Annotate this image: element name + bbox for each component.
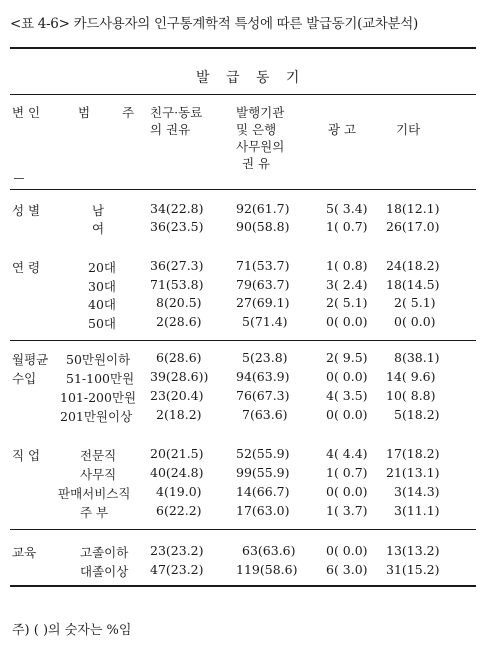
- header-col2-line: 권 유: [242, 156, 271, 171]
- group-label-education: 교육: [12, 545, 37, 560]
- table-row: [0, 484, 488, 502]
- row-category: 고졸이하: [80, 545, 129, 560]
- header-col2-line: 사무원의: [236, 139, 285, 154]
- row-category: 50대: [88, 316, 116, 331]
- cell-other: 18(12.1): [386, 201, 440, 216]
- cell-ad: 0( 0.0): [326, 484, 368, 499]
- table-row: [0, 277, 488, 295]
- header-col4: 기타: [396, 122, 421, 137]
- cell-bank: 17(63.0): [236, 503, 290, 518]
- header-col1: [150, 104, 202, 138]
- header-bottom-rule: [10, 189, 476, 190]
- header-col1-line: 의 권유: [150, 122, 191, 137]
- row-category: 101-200만원: [60, 390, 137, 405]
- table-note: 주) ( )의 숫자는 %임: [12, 623, 132, 638]
- cell-other: 8(38.1): [394, 350, 440, 365]
- cell-friend: 36(27.3): [150, 258, 204, 273]
- cell-ad: 3( 2.4): [326, 277, 368, 292]
- header-category: 범 주: [78, 105, 149, 120]
- cell-bank: 5(23.8): [242, 350, 288, 365]
- cell-ad: 2( 9.5): [326, 350, 368, 365]
- cell-friend: 40(24.8): [150, 465, 204, 480]
- cell-ad: 2( 5.1): [326, 295, 368, 310]
- cell-friend: 20(21.5): [150, 446, 204, 461]
- group-label-age: 연 령: [12, 260, 41, 275]
- cell-bank: 119(58.6): [236, 562, 298, 577]
- cell-friend: 6(28.6): [156, 350, 202, 365]
- row-category: 20대: [88, 260, 116, 275]
- section-rule: [10, 340, 476, 341]
- cell-bank: 79(63.7): [236, 277, 290, 292]
- cell-other: 13(13.2): [386, 543, 440, 558]
- cell-other: 3(11.1): [394, 503, 440, 518]
- table-row: [0, 295, 488, 313]
- cell-bank: 7(63.6): [242, 407, 288, 422]
- cell-friend: 23(20.4): [150, 388, 204, 403]
- cell-friend: 8(20.5): [156, 295, 202, 310]
- table-row: [0, 465, 488, 483]
- table-row: [0, 201, 488, 219]
- table-row: [0, 369, 488, 387]
- cell-bank: 76(67.3): [236, 388, 290, 403]
- cell-other: 2( 5.1): [394, 295, 436, 310]
- top-rule: [10, 47, 476, 49]
- table-row: [0, 314, 488, 332]
- row-category: 201만원이상: [60, 409, 133, 424]
- header-col2-line: 및 은행: [236, 122, 277, 137]
- header-col3: 광 고: [328, 122, 357, 137]
- cell-other: 31(15.2): [386, 562, 440, 577]
- cell-bank: 71(53.7): [236, 258, 290, 273]
- table-row: [0, 503, 488, 521]
- cell-friend: 39(28.6)): [150, 369, 209, 384]
- table-row: [0, 562, 488, 580]
- header-variable: 변 인: [12, 105, 41, 120]
- cell-friend: 36(23.5): [150, 219, 204, 234]
- cell-other: 10( 8.8): [386, 388, 436, 403]
- cell-ad: 1( 0.7): [326, 465, 368, 480]
- cell-other: 24(18.2): [386, 258, 440, 273]
- row-category: 30대: [88, 279, 116, 294]
- header-col2: [236, 104, 284, 172]
- table-row: [0, 350, 488, 368]
- cell-friend: 71(53.8): [150, 277, 204, 292]
- cell-friend: 2(28.6): [156, 314, 202, 329]
- cell-ad: 0( 0.0): [326, 369, 368, 384]
- header-mark: [14, 178, 24, 179]
- table-row: [0, 446, 488, 464]
- cell-bank: 27(69.1): [236, 295, 290, 310]
- cell-ad: 4( 3.5): [326, 388, 368, 403]
- table-row: [0, 258, 488, 276]
- row-category: 40대: [88, 297, 116, 312]
- row-category: 대졸이상: [80, 564, 129, 579]
- group-label-occupation: 직 업: [12, 448, 41, 463]
- cell-bank: 5(71.4): [242, 314, 288, 329]
- row-category: 50만원이하: [66, 352, 131, 367]
- cell-friend: 4(19.0): [156, 484, 202, 499]
- cell-other: 0( 0.0): [394, 314, 436, 329]
- row-category: 여: [92, 221, 105, 236]
- cell-friend: 6(22.2): [156, 503, 202, 518]
- cell-bank: 92(61.7): [236, 201, 290, 216]
- cell-other: 21(13.1): [386, 465, 440, 480]
- cell-ad: 5( 3.4): [326, 201, 368, 216]
- cell-friend: 34(22.8): [150, 201, 204, 216]
- cell-bank: 14(66.7): [236, 484, 290, 499]
- cell-other: 26(17.0): [386, 219, 440, 234]
- table-row: [0, 407, 488, 425]
- section-rule: [10, 529, 476, 530]
- cell-ad: 0( 0.0): [326, 407, 368, 422]
- row-category: 사무직: [80, 467, 117, 482]
- cell-other: 5(18.2): [394, 407, 440, 422]
- cell-ad: 6( 3.0): [326, 562, 368, 577]
- cell-ad: 0( 0.0): [326, 314, 368, 329]
- row-category: 남: [92, 203, 105, 218]
- cell-other: 3(14.3): [394, 484, 440, 499]
- group-label-line: 월평균: [12, 352, 49, 367]
- cell-ad: 1( 3.7): [326, 503, 368, 518]
- cell-other: 14( 9.6): [386, 369, 436, 384]
- table-row: [0, 388, 488, 406]
- row-category: 전문직: [80, 448, 117, 463]
- table-row: [0, 219, 488, 237]
- group-label-line: 수입: [12, 371, 37, 386]
- group-label-gender: 성 별: [12, 203, 41, 218]
- cell-friend: 23(23.2): [150, 543, 204, 558]
- cell-other: 17(18.2): [386, 446, 440, 461]
- column-group-title: 발 급 동 기: [196, 70, 306, 86]
- cell-other: 18(14.5): [386, 277, 440, 292]
- cell-friend: 47(23.2): [150, 562, 204, 577]
- cell-bank: 94(63.9): [236, 369, 290, 384]
- row-category: 판매서비스직: [58, 486, 131, 501]
- table-row: [0, 543, 488, 561]
- header-rule: [10, 94, 476, 95]
- cell-bank: 63(63.6): [242, 543, 296, 558]
- header-col2-line: 발행기관: [236, 105, 285, 120]
- header-col1-line: 친구·동료: [150, 105, 203, 120]
- cell-ad: 0( 0.0): [326, 543, 368, 558]
- cell-bank: 90(58.8): [236, 219, 290, 234]
- table-caption: <표 4-6> 카드사용자의 인구통계학적 특성에 따른 발급동기(교차분석): [10, 16, 419, 32]
- cell-ad: 1( 0.7): [326, 219, 368, 234]
- bottom-rule: [10, 585, 476, 587]
- row-category: 주 부: [80, 505, 109, 520]
- cell-bank: 52(55.9): [236, 446, 290, 461]
- cell-ad: 1( 0.8): [326, 258, 368, 273]
- cell-friend: 2(18.2): [156, 407, 202, 422]
- cell-ad: 4( 4.4): [326, 446, 368, 461]
- cell-bank: 99(55.9): [236, 465, 290, 480]
- row-category: 51-100만원: [66, 371, 135, 386]
